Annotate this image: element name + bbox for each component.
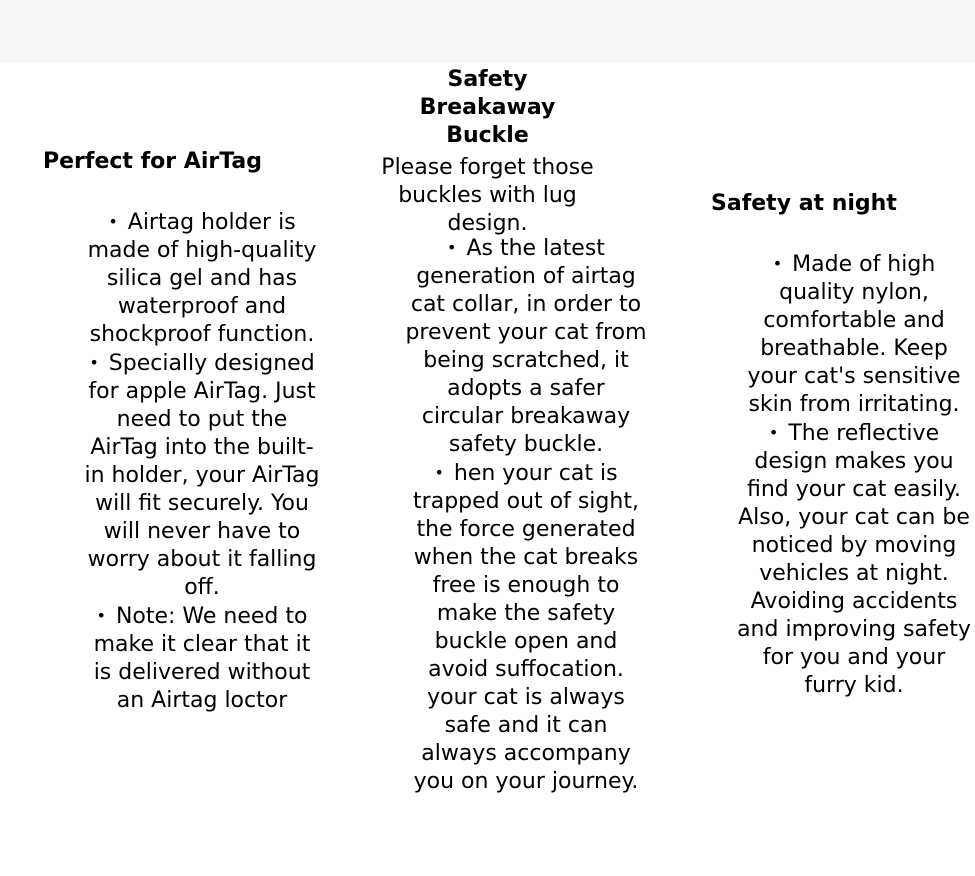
feature-column-breakaway-buckle xyxy=(335,66,647,794)
bullet-icon: • xyxy=(108,212,118,231)
column-heading: Perfect for AirTag xyxy=(43,149,262,174)
list-item-text: As the latest generation of airtag cat collar, in order to prevent your cat from being scratched, it adopts a safer circular breakaway safety buckle. xyxy=(405,236,647,457)
bullet-icon: • xyxy=(434,463,444,482)
feature-list xyxy=(82,208,322,715)
list-item-text: Made of high quality nylon, comfortable and breathable. Keep your cat's sensitive skin from irritating. xyxy=(747,252,961,417)
top-header-bar xyxy=(0,0,975,63)
bullet-icon: • xyxy=(447,238,457,257)
column-heading: Safety at night xyxy=(711,191,897,216)
list-item xyxy=(82,602,322,715)
list-item-text: Note: We need to make it clear that it is delivered without an Airtag loctor xyxy=(93,604,311,713)
list-item xyxy=(735,250,973,419)
list-item xyxy=(82,349,322,602)
list-item xyxy=(405,234,647,459)
feature-column-night-safety xyxy=(708,190,975,698)
column-subtext: Please forget those buckles with lug design. xyxy=(381,155,594,236)
bullet-icon: • xyxy=(772,254,783,273)
list-item-text: The reflective design makes you find your cat easily. Also, your cat can be noticed by moving vehicles at night. Avoiding accidents and improving safety for you and your furry kid. xyxy=(737,421,971,698)
list-item-text: Specially designed for apple AirTag. Just need to put the AirTag into the built-in holder, your AirTag will fit securely. You will never have to worry about it falling off. xyxy=(84,351,320,600)
list-item xyxy=(82,208,322,349)
list-item-text: hen your cat is trapped out of sight, the force generated when the cat breaks free is enough to make the safety buckle open and avoid suffocation. your cat is always safe and it can always accompany you on your journey. xyxy=(413,461,639,794)
bullet-icon: • xyxy=(96,606,106,625)
list-item-text: Airtag holder is made of high-quality silica gel and has waterproof and shockproof function. xyxy=(87,210,317,347)
feature-column-airtag xyxy=(40,148,370,713)
column-heading: Safety Breakaway Buckle xyxy=(419,67,556,148)
feature-list xyxy=(735,250,973,700)
list-item xyxy=(735,419,973,700)
bullet-icon: • xyxy=(89,353,99,372)
list-item xyxy=(405,459,647,796)
bullet-icon: • xyxy=(768,423,779,442)
feature-list xyxy=(405,234,647,796)
